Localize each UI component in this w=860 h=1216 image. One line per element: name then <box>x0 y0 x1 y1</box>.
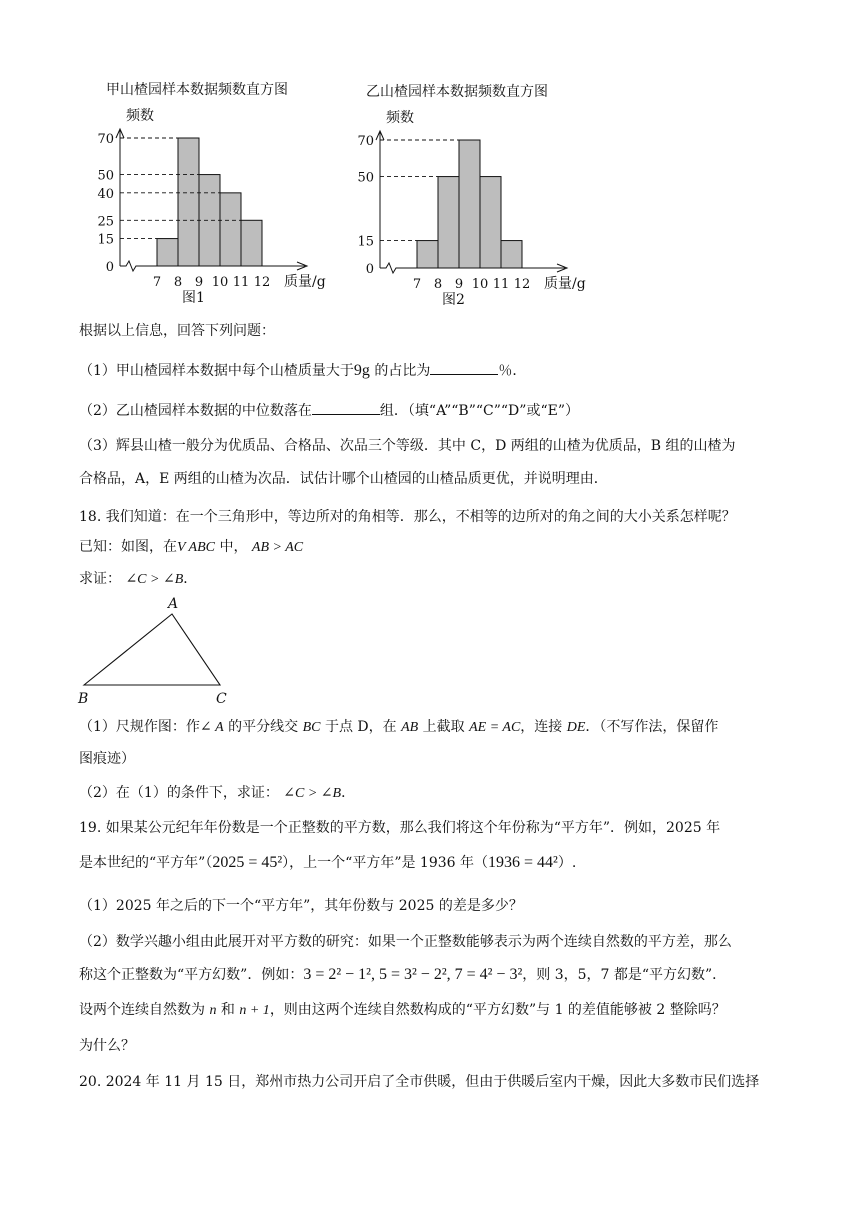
equation-ae-ac: AE = AC <box>469 720 521 735</box>
equation-examples: 3 = 2² − 1², 5 = 3² − 2², 7 = 4² − 3² <box>303 966 523 983</box>
question-17-2 <box>79 400 579 421</box>
y-axis-label: 频数 <box>126 108 154 124</box>
y-tick-label: 50 <box>357 170 374 186</box>
question-19-2-line2 <box>79 965 726 985</box>
q19-6-c: 和 <box>216 1002 240 1018</box>
figure-caption: 图2 <box>442 292 465 305</box>
x-tick-label: 7 <box>152 275 162 290</box>
question-17-1 <box>79 360 526 381</box>
x-axis-label: 质量/g <box>284 274 326 290</box>
q18-2-end: ． <box>341 785 356 801</box>
histogram-bar <box>178 138 199 266</box>
question-19-line2 <box>79 853 576 873</box>
y-axis-label: 频数 <box>386 110 414 126</box>
q18-1-e: 于点 D，在 <box>320 719 402 735</box>
vertex-b-label: B <box>78 691 89 707</box>
histogram-bar <box>438 177 459 268</box>
figure-caption: 图1 <box>182 290 205 303</box>
q19-6-e: ，则由这两个连续自然数构成的“平方幻数”与 1 的差值能够被 2 整除吗？ <box>269 1002 726 1018</box>
q17-2-text-b: 组．（填“A”“B”“C”“D”或“E”） <box>379 403 579 419</box>
equation-2025: 2025 = 45² <box>212 854 283 871</box>
given-label: 已知：如图，在 <box>79 539 177 555</box>
histogram-bar <box>241 220 262 266</box>
x-tick-label: 11 <box>492 277 510 292</box>
q18-1-i: ，连接 <box>520 719 567 735</box>
y-tick-label: 70 <box>97 132 114 147</box>
angle-a: ∠ A <box>199 720 224 735</box>
q17-2-text: （2）乙山楂园样本数据的中位数落在 <box>79 403 312 419</box>
y-tick-label: 25 <box>97 214 114 230</box>
y-tick-label: 15 <box>97 232 114 248</box>
histogram-bar <box>459 140 480 268</box>
histogram-bar <box>417 241 438 268</box>
triangle-figure <box>72 593 242 711</box>
x-tick-label: 10 <box>471 277 489 292</box>
x-tick-label: 12 <box>253 275 271 290</box>
x-axis-label: 质量/g <box>544 276 586 292</box>
histogram-bar <box>157 239 178 266</box>
q19-2-e: ）. <box>557 855 577 871</box>
question-18-1-cont: 图痕迹） <box>79 751 135 767</box>
x-tick-label: 7 <box>412 277 422 292</box>
triangle-abc <box>84 614 220 685</box>
question-18-1 <box>79 717 718 738</box>
given-sep: 中， <box>215 539 252 555</box>
histogram-chart-1 <box>80 78 340 303</box>
histogram-chart-2 <box>340 80 600 305</box>
q19-6-a: 设两个连续自然数为 <box>79 1002 210 1018</box>
q17-1-unit: ％． <box>498 363 527 379</box>
q17-1-text: （1）甲山楂园样本数据中每个山楂质量大于 <box>79 363 354 379</box>
question-17-3-line2: 合格品，A，E 两组的山楂为次品．试估计哪个山楂园的山楂品质更优，并说明理由． <box>79 471 608 487</box>
q19-5-a: 称这个正整数为“平方幻数”．例如： <box>79 967 304 983</box>
histogram-bar <box>501 241 522 268</box>
histogram-bar <box>480 177 501 268</box>
histogram-bar <box>199 175 220 266</box>
y-tick-label: 0 <box>365 262 374 277</box>
y-tick-label: 50 <box>97 168 114 184</box>
given-condition: AB > AC <box>251 540 304 555</box>
prove-end: ． <box>183 571 198 587</box>
x-tick-label: 8 <box>173 275 183 290</box>
y-tick-label: 40 <box>97 186 114 202</box>
chart-title: 甲山楂园样本数据频数直方图 <box>106 82 288 98</box>
prove-statement: ∠C > ∠B <box>125 572 184 587</box>
answer-blank-1[interactable] <box>430 360 498 375</box>
segment-de: DE <box>566 720 586 735</box>
question-19-2-line4: 为什么？ <box>79 1038 135 1054</box>
q19-2-a: 是本世纪的“平方年”（ <box>79 855 213 871</box>
histogram-bar <box>220 193 241 266</box>
y-tick-label: 70 <box>357 134 374 149</box>
var-n: n <box>209 1003 217 1018</box>
triangle-name: V ABC <box>177 540 215 555</box>
x-tick-label: 12 <box>513 277 531 292</box>
prove-label: 求证： <box>79 571 126 587</box>
q17-1-mass: 9g <box>353 362 370 379</box>
segment-bc: BC <box>302 720 321 735</box>
x-tick-label: 8 <box>433 277 443 292</box>
q18-2-statement: ∠C > ∠B <box>283 786 342 801</box>
question-19-line1: 19. 如果某公元纪年年份数是一个正整数的平方数，那么我们将这个年份称为“平方年”．例如，2025 年 <box>79 820 721 836</box>
question-20-line1: 20. 2024 年 11 月 15 日，郑州市热力公司开启了全市供暖，但由于供暖后室内干燥，因此大多数市民们选择 <box>79 1074 760 1090</box>
q19-5-c: ，则 3，5，7 都是“平方幻数”． <box>522 967 727 983</box>
x-tick-label: 9 <box>194 275 204 290</box>
x-tick-label: 11 <box>232 275 250 290</box>
question-18-2 <box>79 783 355 804</box>
equation-1936: 1936 = 44² <box>488 854 558 871</box>
q17-1-text-b: 的占比为 <box>369 363 431 379</box>
question-19-1: （1）2025 年之后的下一个“平方年”，其年份数与 2025 的差是多少？ <box>79 898 523 914</box>
q18-1-g: 上截取 <box>418 719 470 735</box>
answer-blank-2[interactable] <box>312 400 380 415</box>
chart-title: 乙山楂园样本数据频数直方图 <box>366 84 548 100</box>
q19-2-c: ），上一个“平方年”是 1936 年（ <box>282 855 488 871</box>
x-tick-label: 9 <box>454 277 464 292</box>
q18-1-k: ．（不写作法，保留作 <box>585 719 719 735</box>
intro-text: 根据以上信息，回答下列问题： <box>79 323 275 339</box>
question-19-2-line1: （2）数学兴趣小组由此展开对平方数的研究：如果一个正整数能够表示为两个连续自然数的平方差，那么 <box>79 934 732 950</box>
vertex-a-label: A <box>168 596 179 612</box>
question-18-given <box>79 537 303 558</box>
var-n-plus-1: n + 1 <box>239 1003 270 1018</box>
vertex-c-label: C <box>216 691 227 707</box>
q18-1-c: 的平分线交 <box>223 719 303 735</box>
x-tick-label: 10 <box>211 275 229 290</box>
question-18-line1: 18. 我们知道：在一个三角形中，等边所对的角相等．那么，不相等的边所对的角之间的大小关系怎样呢？ <box>79 509 736 525</box>
y-tick-label: 15 <box>357 234 374 250</box>
q18-1-a: （1）尺规作图：作 <box>79 719 200 735</box>
q18-2-a: （2）在（1）的条件下，求证： <box>79 785 284 801</box>
y-tick-label: 0 <box>105 260 114 275</box>
segment-ab: AB <box>401 720 419 735</box>
question-17-3-line1: （3）辉县山楂一般分为优质品、合格品、次品三个等级．其中 C，D 两组的山楂为优质品，B 组的山楂为 <box>79 438 736 454</box>
question-18-prove <box>79 569 197 590</box>
question-19-2-line3 <box>79 1000 726 1021</box>
